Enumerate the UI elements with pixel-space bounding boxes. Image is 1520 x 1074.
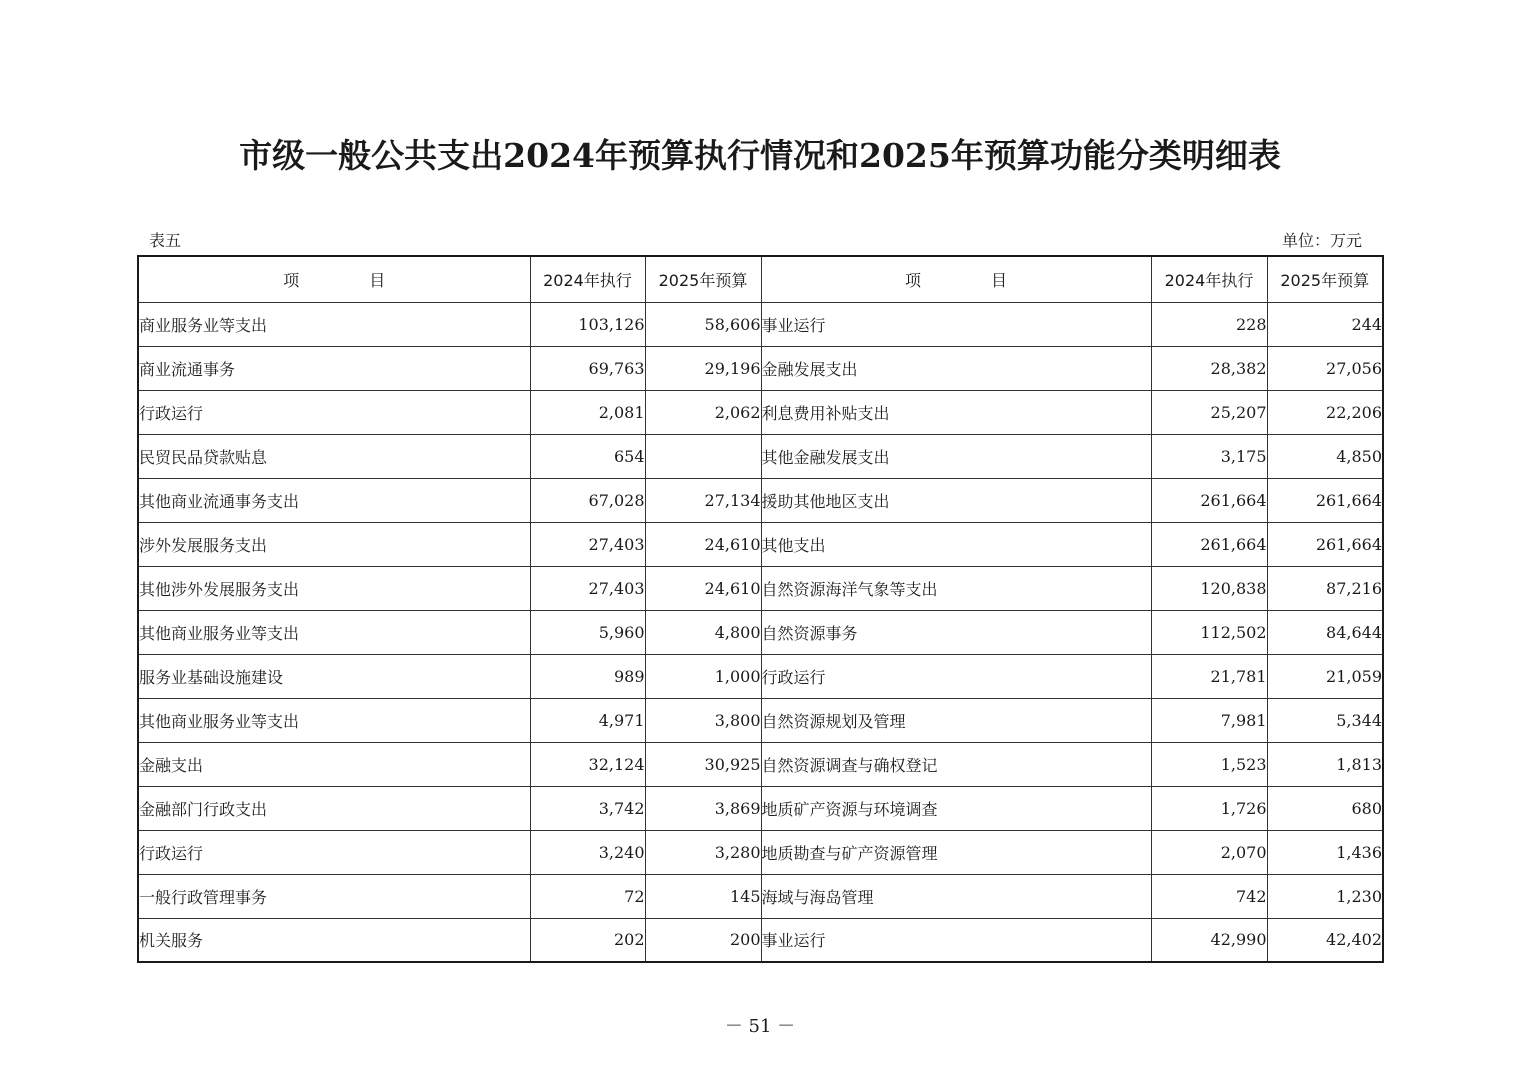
right-exec-2024: 3,175 [1151, 434, 1267, 478]
table-header-row [138, 256, 1383, 302]
right-budget-2025: 42,402 [1267, 918, 1383, 962]
header-budget-2025-left: 2025年预算 [645, 256, 761, 302]
table-row [138, 610, 1383, 654]
left-item-name: 其他商业服务业等支出 [138, 610, 530, 654]
left-budget-2025: 24,610 [645, 566, 761, 610]
left-item-name: 金融部门行政支出 [138, 786, 530, 830]
header-budget-2025-right: 2025年预算 [1267, 256, 1383, 302]
table-row [138, 698, 1383, 742]
left-item-name: 其他商业服务业等支出 [138, 698, 530, 742]
right-budget-2025: 22,206 [1267, 390, 1383, 434]
left-budget-2025: 3,280 [645, 830, 761, 874]
left-item-name: 其他涉外发展服务支出 [138, 566, 530, 610]
left-exec-2024: 27,403 [530, 522, 645, 566]
left-item-name: 其他商业流通事务支出 [138, 478, 530, 522]
table-row [138, 742, 1383, 786]
table-row [138, 874, 1383, 918]
table-row [138, 434, 1383, 478]
right-budget-2025: 1,436 [1267, 830, 1383, 874]
table-row [138, 918, 1383, 962]
left-exec-2024: 5,960 [530, 610, 645, 654]
right-item-name: 海域与海岛管理 [761, 874, 1151, 918]
right-exec-2024: 42,990 [1151, 918, 1267, 962]
left-item-name: 涉外发展服务支出 [138, 522, 530, 566]
right-exec-2024: 742 [1151, 874, 1267, 918]
left-budget-2025: 3,869 [645, 786, 761, 830]
left-budget-2025 [645, 434, 761, 478]
right-item-name: 自然资源规划及管理 [761, 698, 1151, 742]
right-budget-2025: 261,664 [1267, 522, 1383, 566]
left-budget-2025: 58,606 [645, 302, 761, 346]
table-row [138, 522, 1383, 566]
left-budget-2025: 200 [645, 918, 761, 962]
left-item-name: 商业流通事务 [138, 346, 530, 390]
right-budget-2025: 5,344 [1267, 698, 1383, 742]
right-exec-2024: 228 [1151, 302, 1267, 346]
left-exec-2024: 2,081 [530, 390, 645, 434]
left-budget-2025: 29,196 [645, 346, 761, 390]
page-title: 市级一般公共支出2024年预算执行情况和2025年预算功能分类明细表 [239, 136, 1281, 175]
header-item-left: 项 目 [138, 256, 530, 302]
left-budget-2025: 3,800 [645, 698, 761, 742]
table-label: 表五 [149, 231, 182, 250]
left-exec-2024: 3,742 [530, 786, 645, 830]
right-item-name: 地质矿产资源与环境调查 [761, 786, 1151, 830]
right-item-name: 事业运行 [761, 918, 1151, 962]
left-item-name: 商业服务业等支出 [138, 302, 530, 346]
left-exec-2024: 32,124 [530, 742, 645, 786]
left-item-name: 服务业基础设施建设 [138, 654, 530, 698]
right-budget-2025: 84,644 [1267, 610, 1383, 654]
left-budget-2025: 4,800 [645, 610, 761, 654]
budget-table [137, 255, 1384, 963]
left-item-name: 行政运行 [138, 390, 530, 434]
right-budget-2025: 27,056 [1267, 346, 1383, 390]
left-exec-2024: 27,403 [530, 566, 645, 610]
table-row [138, 478, 1383, 522]
right-item-name: 其他支出 [761, 522, 1151, 566]
header-exec-2024-left: 2024年执行 [530, 256, 645, 302]
left-exec-2024: 69,763 [530, 346, 645, 390]
right-exec-2024: 21,781 [1151, 654, 1267, 698]
right-exec-2024: 120,838 [1151, 566, 1267, 610]
right-budget-2025: 1,230 [1267, 874, 1383, 918]
table-row [138, 346, 1383, 390]
right-exec-2024: 2,070 [1151, 830, 1267, 874]
right-item-name: 地质勘查与矿产资源管理 [761, 830, 1151, 874]
unit-label: 单位：万元 [1281, 231, 1362, 250]
table-row [138, 390, 1383, 434]
right-budget-2025: 1,813 [1267, 742, 1383, 786]
left-budget-2025: 2,062 [645, 390, 761, 434]
left-exec-2024: 654 [530, 434, 645, 478]
left-exec-2024: 202 [530, 918, 645, 962]
left-budget-2025: 145 [645, 874, 761, 918]
right-exec-2024: 1,726 [1151, 786, 1267, 830]
right-exec-2024: 261,664 [1151, 478, 1267, 522]
left-budget-2025: 1,000 [645, 654, 761, 698]
right-item-name: 金融发展支出 [761, 346, 1151, 390]
table-row [138, 830, 1383, 874]
right-item-name: 事业运行 [761, 302, 1151, 346]
page-number: － 51 － [724, 1016, 796, 1037]
right-item-name: 其他金融发展支出 [761, 434, 1151, 478]
right-exec-2024: 261,664 [1151, 522, 1267, 566]
right-item-name: 行政运行 [761, 654, 1151, 698]
right-budget-2025: 680 [1267, 786, 1383, 830]
table-row [138, 302, 1383, 346]
right-budget-2025: 244 [1267, 302, 1383, 346]
left-exec-2024: 72 [530, 874, 645, 918]
left-exec-2024: 3,240 [530, 830, 645, 874]
table-row [138, 654, 1383, 698]
right-budget-2025: 261,664 [1267, 478, 1383, 522]
left-item-name: 民贸民品贷款贴息 [138, 434, 530, 478]
header-exec-2024-right: 2024年执行 [1151, 256, 1267, 302]
left-item-name: 机关服务 [138, 918, 530, 962]
right-item-name: 自然资源海洋气象等支出 [761, 566, 1151, 610]
right-budget-2025: 87,216 [1267, 566, 1383, 610]
left-exec-2024: 103,126 [530, 302, 645, 346]
right-exec-2024: 25,207 [1151, 390, 1267, 434]
right-item-name: 自然资源事务 [761, 610, 1151, 654]
table-row [138, 566, 1383, 610]
right-budget-2025: 21,059 [1267, 654, 1383, 698]
right-item-name: 自然资源调查与确权登记 [761, 742, 1151, 786]
right-exec-2024: 28,382 [1151, 346, 1267, 390]
left-exec-2024: 4,971 [530, 698, 645, 742]
table-row [138, 786, 1383, 830]
right-exec-2024: 1,523 [1151, 742, 1267, 786]
left-item-name: 一般行政管理事务 [138, 874, 530, 918]
right-exec-2024: 7,981 [1151, 698, 1267, 742]
right-item-name: 利息费用补贴支出 [761, 390, 1151, 434]
header-item-right: 项 目 [761, 256, 1151, 302]
right-exec-2024: 112,502 [1151, 610, 1267, 654]
left-budget-2025: 30,925 [645, 742, 761, 786]
left-budget-2025: 27,134 [645, 478, 761, 522]
left-item-name: 行政运行 [138, 830, 530, 874]
left-item-name: 金融支出 [138, 742, 530, 786]
right-item-name: 援助其他地区支出 [761, 478, 1151, 522]
left-budget-2025: 24,610 [645, 522, 761, 566]
right-budget-2025: 4,850 [1267, 434, 1383, 478]
left-exec-2024: 67,028 [530, 478, 645, 522]
left-exec-2024: 989 [530, 654, 645, 698]
